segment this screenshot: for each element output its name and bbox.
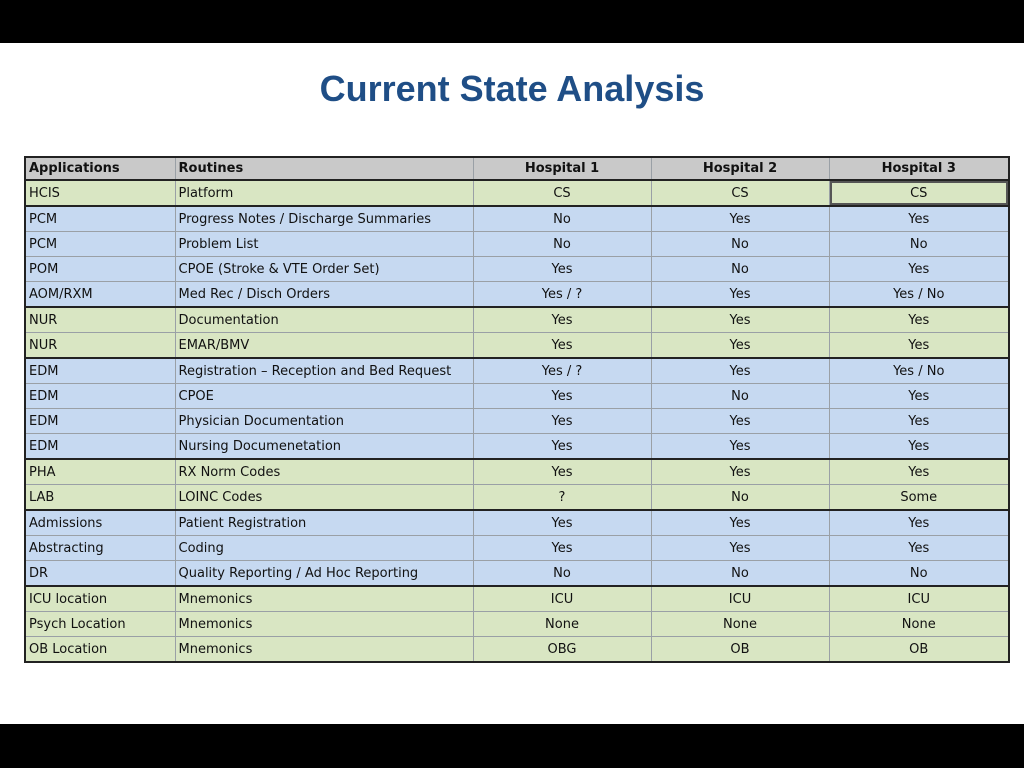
cell-hospital-1[interactable]: CS: [473, 180, 651, 206]
cell-routine[interactable]: CPOE: [175, 384, 473, 409]
cell-hospital-2[interactable]: None: [651, 612, 829, 637]
table-row: [25, 459, 1009, 485]
cell-hospital-1[interactable]: Yes: [473, 510, 651, 536]
cell-routine[interactable]: Quality Reporting / Ad Hoc Reporting: [175, 561, 473, 587]
cell-hospital-1[interactable]: Yes: [473, 434, 651, 460]
cell-routine[interactable]: Patient Registration: [175, 510, 473, 536]
table-row: [25, 358, 1009, 384]
table-row: [25, 333, 1009, 359]
cell-application[interactable]: PHA: [25, 459, 175, 485]
cell-routine[interactable]: Documentation: [175, 307, 473, 333]
cell-hospital-2[interactable]: Yes: [651, 333, 829, 359]
cell-hospital-3[interactable]: Yes: [829, 434, 1009, 460]
cell-hospital-2[interactable]: ICU: [651, 586, 829, 612]
cell-application[interactable]: DR: [25, 561, 175, 587]
cell-hospital-2[interactable]: Yes: [651, 536, 829, 561]
cell-hospital-2[interactable]: Yes: [651, 409, 829, 434]
cell-hospital-3[interactable]: No: [829, 232, 1009, 257]
table-row: [25, 510, 1009, 536]
table-body: [25, 180, 1009, 662]
cell-application[interactable]: Abstracting: [25, 536, 175, 561]
cell-application[interactable]: OB Location: [25, 637, 175, 663]
table-row: [25, 232, 1009, 257]
cell-hospital-1[interactable]: Yes: [473, 536, 651, 561]
cell-hospital-2[interactable]: Yes: [651, 510, 829, 536]
cell-hospital-3[interactable]: Yes / No: [829, 358, 1009, 384]
cell-hospital-3[interactable]: Some: [829, 485, 1009, 511]
cell-hospital-3[interactable]: Yes: [829, 206, 1009, 232]
cell-routine[interactable]: Mnemonics: [175, 637, 473, 663]
cell-hospital-1[interactable]: ?: [473, 485, 651, 511]
table-row: [25, 257, 1009, 282]
cell-hospital-2[interactable]: Yes: [651, 358, 829, 384]
cell-hospital-3[interactable]: OB: [829, 637, 1009, 663]
cell-routine[interactable]: Nursing Documenetation: [175, 434, 473, 460]
cell-routine[interactable]: Progress Notes / Discharge Summaries: [175, 206, 473, 232]
cell-hospital-3[interactable]: Yes: [829, 536, 1009, 561]
cell-routine[interactable]: Physician Documentation: [175, 409, 473, 434]
cell-hospital-1[interactable]: No: [473, 561, 651, 587]
cell-hospital-3[interactable]: Yes / No: [829, 282, 1009, 308]
header-hospital-3[interactable]: Hospital 3: [829, 157, 1009, 180]
cell-routine[interactable]: Problem List: [175, 232, 473, 257]
cell-routine[interactable]: EMAR/BMV: [175, 333, 473, 359]
table-row: [25, 307, 1009, 333]
cell-hospital-1[interactable]: Yes: [473, 333, 651, 359]
cell-hospital-2[interactable]: No: [651, 561, 829, 587]
cell-routine[interactable]: Coding: [175, 536, 473, 561]
cell-hospital-1[interactable]: Yes: [473, 384, 651, 409]
cell-routine[interactable]: Registration – Reception and Bed Request: [175, 358, 473, 384]
cell-routine[interactable]: RX Norm Codes: [175, 459, 473, 485]
cell-hospital-2[interactable]: No: [651, 232, 829, 257]
table-row: [25, 282, 1009, 308]
cell-hospital-3[interactable]: Yes: [829, 307, 1009, 333]
table-row: [25, 384, 1009, 409]
cell-hospital-2[interactable]: Yes: [651, 206, 829, 232]
cell-application[interactable]: LAB: [25, 485, 175, 511]
table-row: [25, 180, 1009, 206]
cell-hospital-2[interactable]: Yes: [651, 282, 829, 308]
cell-hospital-1[interactable]: ICU: [473, 586, 651, 612]
cell-hospital-1[interactable]: Yes / ?: [473, 282, 651, 308]
cell-routine[interactable]: Mnemonics: [175, 612, 473, 637]
cell-routine[interactable]: CPOE (Stroke & VTE Order Set): [175, 257, 473, 282]
cell-application[interactable]: EDM: [25, 409, 175, 434]
cell-hospital-3[interactable]: CS: [829, 180, 1009, 206]
cell-hospital-1[interactable]: No: [473, 206, 651, 232]
cell-hospital-1[interactable]: None: [473, 612, 651, 637]
header-hospital-2[interactable]: Hospital 2: [651, 157, 829, 180]
slide: [0, 43, 1024, 724]
analysis-table: [24, 156, 1010, 663]
cell-hospital-3[interactable]: Yes: [829, 510, 1009, 536]
page-title: Current State Analysis: [319, 68, 705, 109]
cell-application[interactable]: EDM: [25, 434, 175, 460]
table-row: [25, 485, 1009, 511]
cell-hospital-2[interactable]: No: [651, 384, 829, 409]
cell-application[interactable]: ICU location: [25, 586, 175, 612]
table-row: [25, 409, 1009, 434]
cell-hospital-1[interactable]: OBG: [473, 637, 651, 663]
cell-hospital-2[interactable]: Yes: [651, 307, 829, 333]
cell-hospital-2[interactable]: No: [651, 485, 829, 511]
table-row: [25, 637, 1009, 663]
cell-hospital-3[interactable]: Yes: [829, 333, 1009, 359]
cell-application[interactable]: HCIS: [25, 180, 175, 206]
cell-hospital-2[interactable]: Yes: [651, 459, 829, 485]
cell-hospital-1[interactable]: Yes / ?: [473, 358, 651, 384]
cell-application[interactable]: EDM: [25, 384, 175, 409]
table-row: [25, 586, 1009, 612]
table-row: [25, 612, 1009, 637]
cell-routine[interactable]: Med Rec / Disch Orders: [175, 282, 473, 308]
cell-application[interactable]: EDM: [25, 358, 175, 384]
cell-hospital-1[interactable]: No: [473, 232, 651, 257]
cell-application[interactable]: POM: [25, 257, 175, 282]
cell-hospital-3[interactable]: Yes: [829, 409, 1009, 434]
table-row: [25, 536, 1009, 561]
cell-application[interactable]: NUR: [25, 307, 175, 333]
header-hospital-1[interactable]: Hospital 1: [473, 157, 651, 180]
cell-hospital-3[interactable]: Yes: [829, 384, 1009, 409]
cell-application[interactable]: PCM: [25, 206, 175, 232]
cell-application[interactable]: Admissions: [25, 510, 175, 536]
cell-hospital-3[interactable]: None: [829, 612, 1009, 637]
cell-hospital-1[interactable]: Yes: [473, 257, 651, 282]
cell-hospital-3[interactable]: ICU: [829, 586, 1009, 612]
cell-application[interactable]: AOM/RXM: [25, 282, 175, 308]
cell-hospital-1[interactable]: Yes: [473, 409, 651, 434]
cell-routine[interactable]: LOINC Codes: [175, 485, 473, 511]
cell-hospital-2[interactable]: No: [651, 257, 829, 282]
cell-routine[interactable]: Platform: [175, 180, 473, 206]
cell-hospital-2[interactable]: Yes: [651, 434, 829, 460]
table-row: [25, 561, 1009, 587]
cell-application[interactable]: Psych Location: [25, 612, 175, 637]
cell-routine[interactable]: Mnemonics: [175, 586, 473, 612]
cell-hospital-1[interactable]: Yes: [473, 459, 651, 485]
cell-hospital-3[interactable]: No: [829, 561, 1009, 587]
header-applications[interactable]: Applications: [25, 157, 175, 180]
header-routines[interactable]: Routines: [175, 157, 473, 180]
cell-hospital-2[interactable]: CS: [651, 180, 829, 206]
cell-application[interactable]: PCM: [25, 232, 175, 257]
cell-hospital-1[interactable]: Yes: [473, 307, 651, 333]
table-row: [25, 434, 1009, 460]
cell-hospital-3[interactable]: Yes: [829, 257, 1009, 282]
cell-hospital-3[interactable]: Yes: [829, 459, 1009, 485]
cell-hospital-2[interactable]: OB: [651, 637, 829, 663]
cell-application[interactable]: NUR: [25, 333, 175, 359]
table-header-row: [25, 157, 1009, 180]
table-row: [25, 206, 1009, 232]
